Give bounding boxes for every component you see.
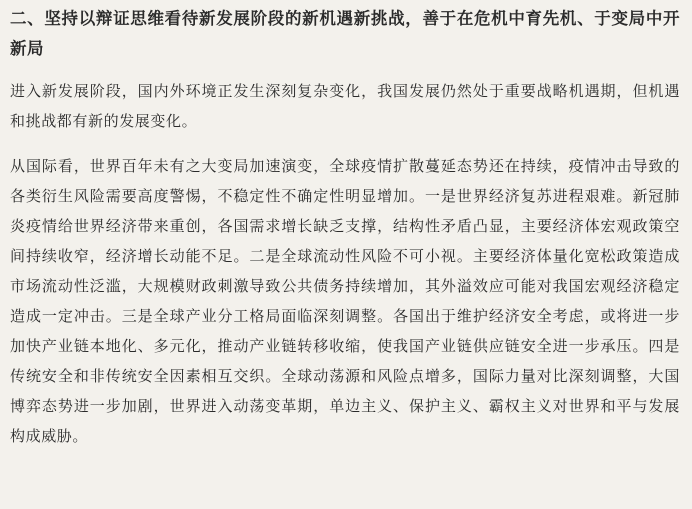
section-heading: 二、坚持以辩证思维看待新发展阶段的新机遇新挑战，善于在危机中育先机、于变局中开新局 bbox=[10, 9, 680, 58]
paragraph-international: 从国际看，世界百年未有之大变局加速演变，全球疫情扩散蔓延态势还在持续，疫情冲击导致的各类衍生风险需要高度警惕，不稳定性不确定性明显增加。一是世界经济复苏进程艰难。新冠肺炎疫情给世界经济带来重创，各国需求增长缺乏支撑，结构性矛盾凸显，主要经济体宏观政策空间持续收窄，经济增长动能不足。二是全球流动性风险不可小视。主要经济体量化宽松政策造成市场流动性泛滥，大规模财政刺激导致公共债务持续增加，其外溢效应可能对我国宏观经济稳定造成一定冲击。三是全球产业分工格局面临深刻调整。各国出于维护经济安全考虑，或将进一步加快产业链本地化、多元化，推动产业链转移收缩，使我国产业链供应链安全进一步承压。四是传统安全和非传统安全因素相互交织。全球动荡源和风险点增多，国际力量对比深刻调整，大国博弈态势进一步加剧，世界进入动荡变革期，单边主义、保护主义、霸权主义对世界和平与发展构成威胁。 bbox=[10, 157, 680, 445]
paragraph-intro: 进入新发展阶段，国内外环境正发生深刻复杂变化，我国发展仍然处于重要战略机遇期，但机遇和挑战都有新的发展变化。 bbox=[10, 82, 680, 130]
